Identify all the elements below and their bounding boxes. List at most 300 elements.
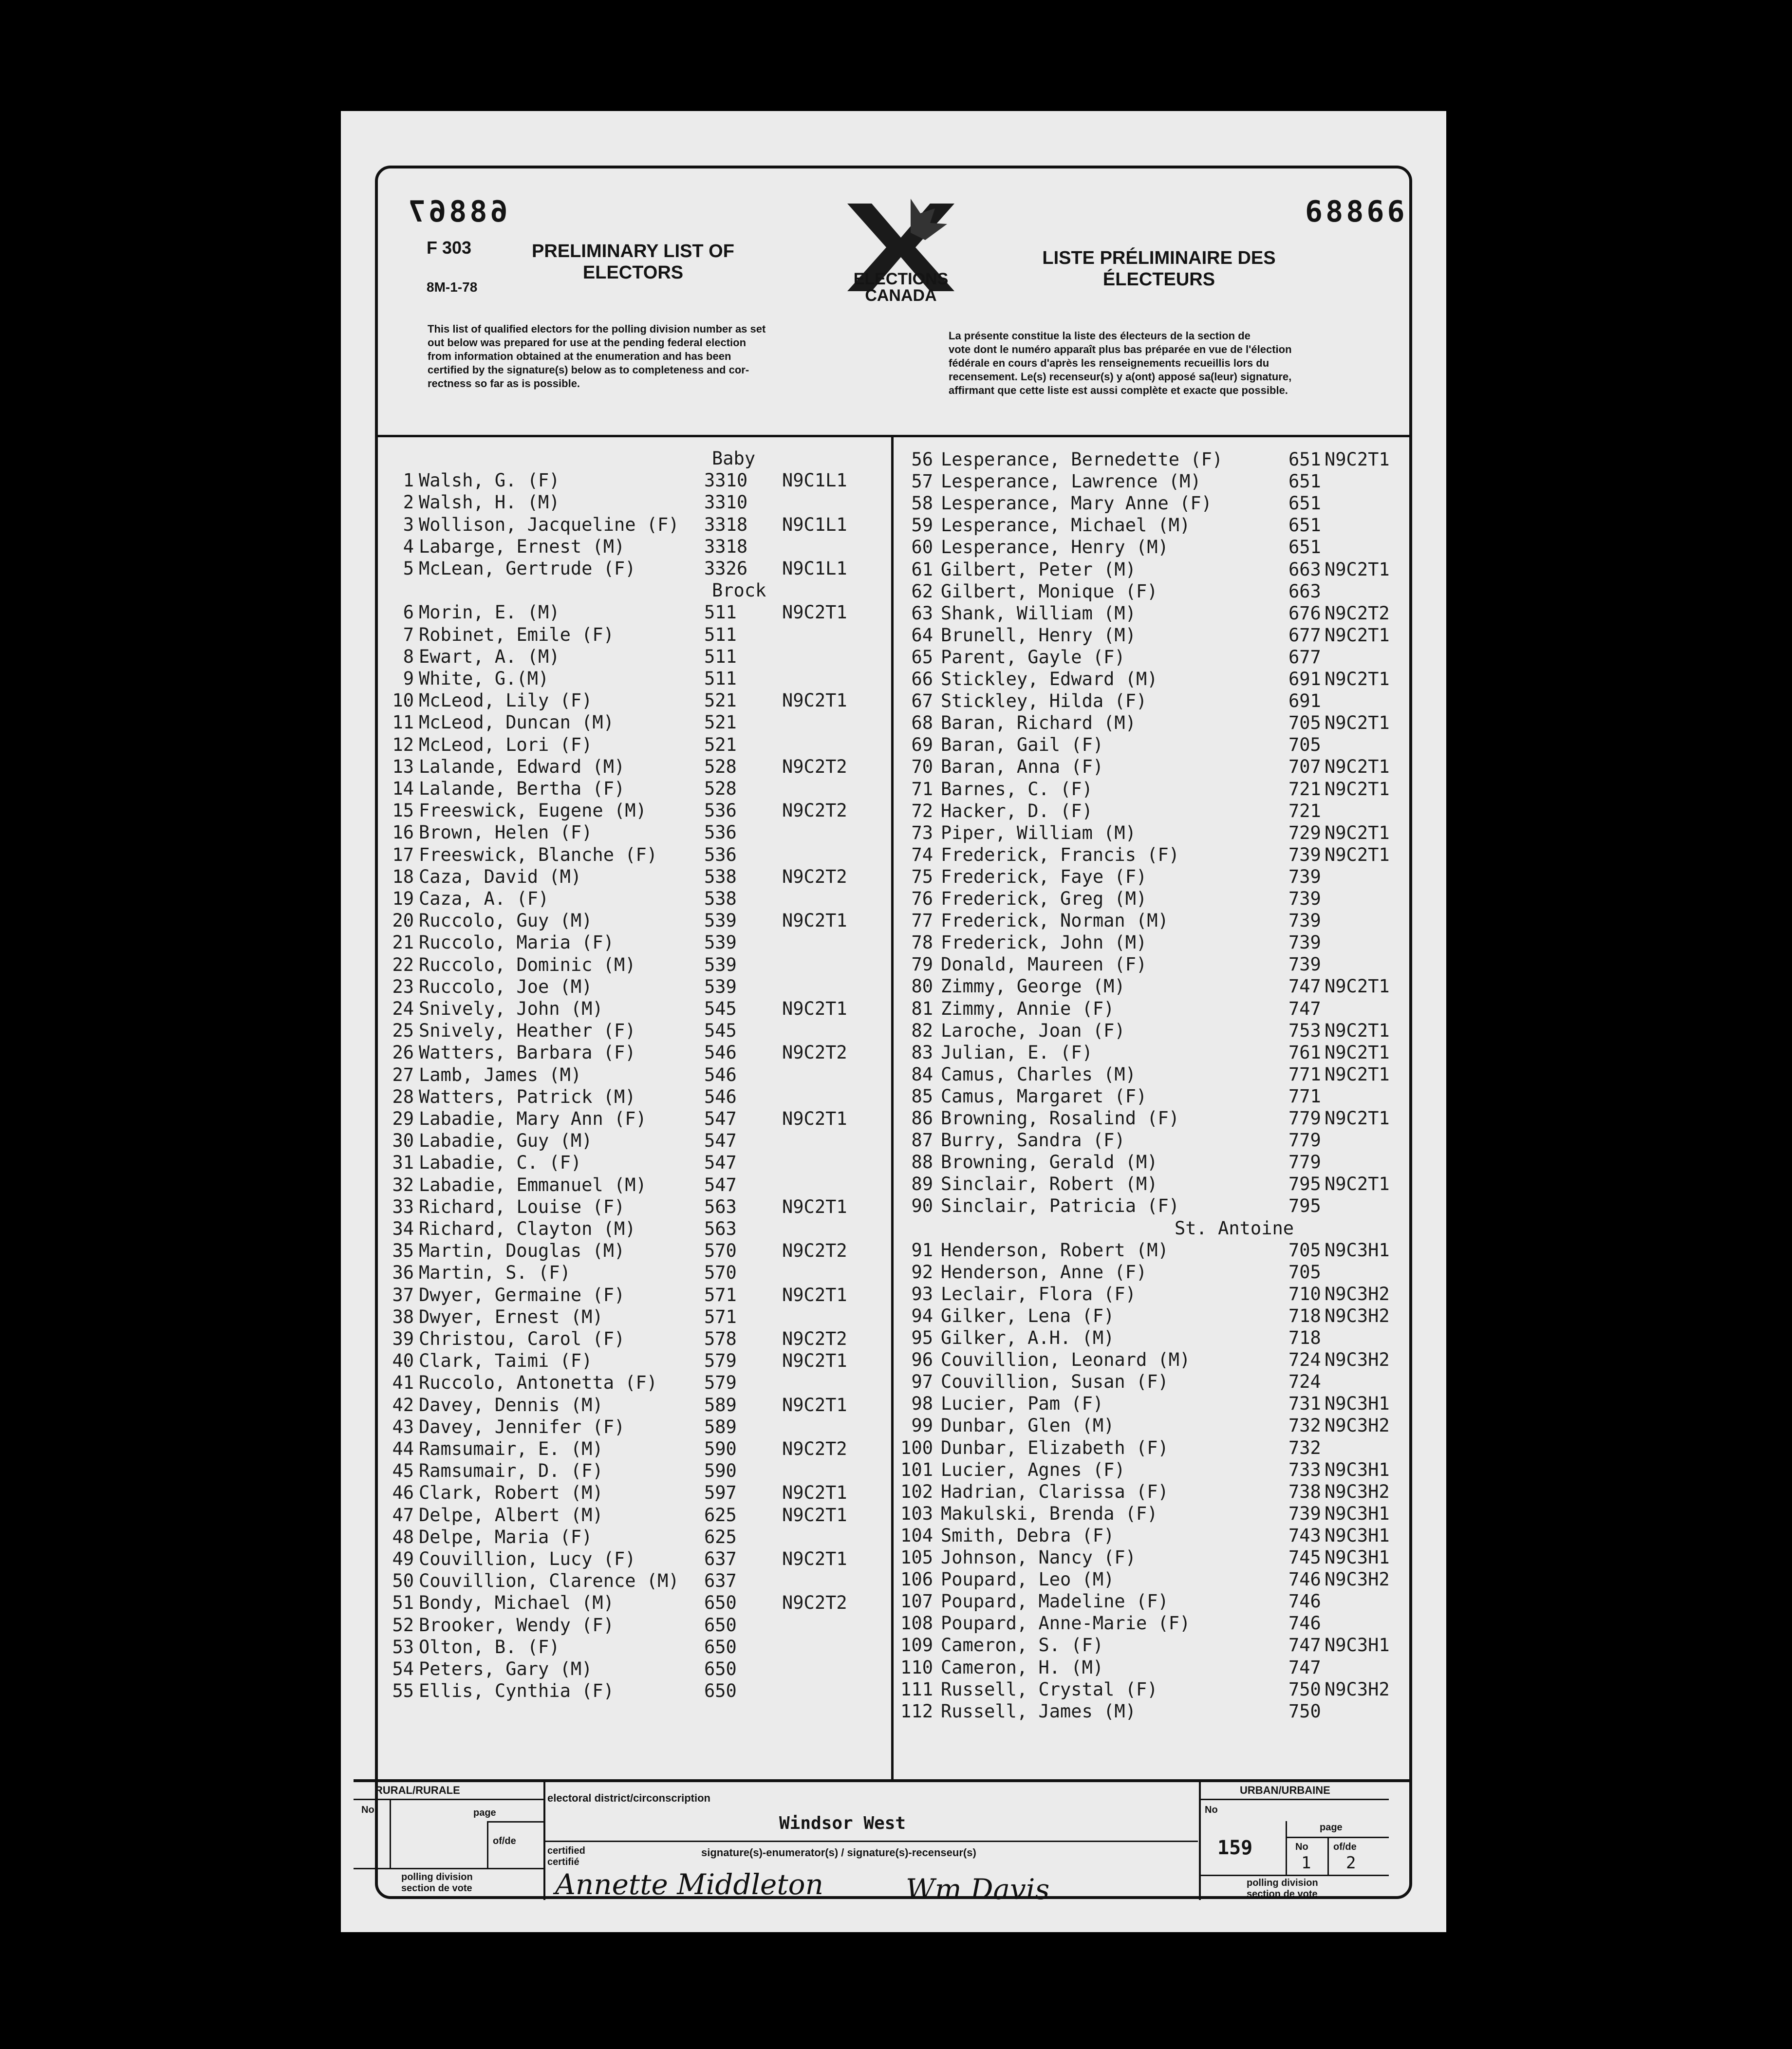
district-value: Windsor West bbox=[779, 1813, 906, 1833]
street-number: 771 bbox=[1288, 1085, 1321, 1107]
elector-number: 12 bbox=[392, 734, 414, 755]
street-number: 707 bbox=[1288, 756, 1321, 778]
postal-code: N9C2T1 bbox=[1325, 976, 1390, 997]
elector-number: 28 bbox=[392, 1086, 414, 1107]
postal-code: N9C2T1 bbox=[1325, 1174, 1390, 1195]
elector-name: Cameron, H. (M) bbox=[941, 1657, 1104, 1678]
elector-number: 112 bbox=[900, 1700, 933, 1722]
elector-name: Henderson, Anne (F) bbox=[941, 1261, 1147, 1283]
street-number: 718 bbox=[1288, 1327, 1321, 1348]
signature-label: signature(s)-enumerator(s) / signature(s)-recenseur(s) bbox=[701, 1846, 976, 1859]
postal-code: N9C3H2 bbox=[1325, 1481, 1390, 1502]
urban-box-rule bbox=[1199, 1799, 1389, 1800]
footer-divider bbox=[354, 1779, 1412, 1782]
elector-name: Stickley, Hilda (F) bbox=[941, 690, 1147, 712]
postal-code: N9C2T2 bbox=[782, 756, 847, 777]
street-number: 536 bbox=[704, 844, 737, 865]
street-number: 538 bbox=[704, 888, 737, 909]
elector-number: 40 bbox=[392, 1350, 414, 1372]
street-number: 795 bbox=[1288, 1174, 1321, 1195]
elector-number: 60 bbox=[911, 537, 933, 558]
street-number: 718 bbox=[1288, 1305, 1321, 1326]
elector-name: Labadie, Guy (M) bbox=[419, 1130, 593, 1152]
elector-number: 39 bbox=[392, 1328, 414, 1349]
elector-name: Zimmy, Annie (F) bbox=[941, 998, 1115, 1019]
elector-number: 54 bbox=[392, 1658, 414, 1679]
street-number: 753 bbox=[1288, 1020, 1321, 1041]
elector-number: 23 bbox=[392, 976, 414, 997]
elector-number: 22 bbox=[392, 954, 414, 975]
postal-code: N9C2T2 bbox=[782, 800, 847, 821]
street-number: 521 bbox=[704, 734, 737, 755]
street-number: 739 bbox=[1288, 844, 1321, 865]
street-number: 579 bbox=[704, 1372, 737, 1394]
elector-number: 47 bbox=[392, 1504, 414, 1526]
intro-text-french: La présente constitue la liste des électeurs de la section de vote dont le numéro apparaît plus bas préparée en vue de l'élection fédérale en cours d'après les renseignements recueillis lors du recensement. Le(s) recenseur(s) y a(ont) apposé sa(leur) signature, affirmant que cette liste est aussi complète et exacte que possible. bbox=[949, 330, 1292, 396]
elector-number: 92 bbox=[911, 1261, 933, 1283]
elector-name: Dunbar, Elizabeth (F) bbox=[941, 1437, 1169, 1458]
rural-box-edge bbox=[543, 1780, 545, 1900]
elector-number: 10 bbox=[392, 690, 414, 711]
elector-number: 5 bbox=[403, 558, 414, 579]
street-number: 676 bbox=[1288, 602, 1321, 624]
elector-name: Lesperance, Henry (M) bbox=[941, 537, 1169, 558]
street-number: 739 bbox=[1288, 1503, 1321, 1524]
elector-name: Snively, John (M) bbox=[419, 998, 603, 1019]
street-number: 511 bbox=[704, 646, 737, 667]
elector-number: 86 bbox=[911, 1108, 933, 1129]
street-number: 747 bbox=[1288, 976, 1321, 997]
elector-name: Davey, Dennis (M) bbox=[419, 1394, 603, 1416]
elector-number: 78 bbox=[911, 932, 933, 953]
elector-number: 53 bbox=[392, 1636, 414, 1658]
street-number: 539 bbox=[704, 954, 737, 975]
elector-name: Clark, Taimi (F) bbox=[419, 1350, 593, 1372]
elector-name: Frederick, Greg (M) bbox=[941, 888, 1147, 909]
postal-code: N9C1L1 bbox=[782, 470, 847, 491]
street-number: 539 bbox=[704, 910, 737, 931]
postal-code: N9C3H1 bbox=[1325, 1635, 1390, 1656]
elector-number: 76 bbox=[911, 888, 933, 909]
enumerator-signature-1: Annette Middleton bbox=[555, 1868, 823, 1901]
elector-name: Martin, S. (F) bbox=[419, 1262, 571, 1284]
street-number: 563 bbox=[704, 1196, 737, 1217]
elector-number: 4 bbox=[403, 536, 414, 557]
rural-of-label: of/de bbox=[493, 1836, 516, 1846]
street-number: 650 bbox=[704, 1592, 737, 1614]
postal-code: N9C1L1 bbox=[782, 514, 847, 535]
postal-code: N9C3H1 bbox=[1325, 1547, 1390, 1568]
elector-number: 2 bbox=[403, 492, 414, 513]
street-number: 795 bbox=[1288, 1195, 1321, 1217]
street-number: 724 bbox=[1288, 1349, 1321, 1371]
urban-of-label: of/de bbox=[1333, 1842, 1357, 1852]
elector-name: Johnson, Nancy (F) bbox=[941, 1547, 1136, 1568]
elector-name: Gilker, Lena (F) bbox=[941, 1305, 1115, 1326]
elector-name: Richard, Clayton (M) bbox=[419, 1218, 636, 1239]
elector-name: Freeswick, Eugene (M) bbox=[419, 800, 647, 821]
elector-name: Bondy, Michael (M) bbox=[419, 1592, 614, 1614]
rural-no-label: No bbox=[361, 1805, 374, 1815]
street-number: 705 bbox=[1288, 734, 1321, 756]
elector-number: 57 bbox=[911, 471, 933, 492]
form-date: 8M-1-78 bbox=[427, 279, 478, 295]
elector-number: 65 bbox=[911, 646, 933, 668]
elector-name: Couvillion, Lucy (F) bbox=[419, 1548, 636, 1569]
postal-code: N9C2T2 bbox=[782, 1328, 847, 1349]
elector-name: Richard, Louise (F) bbox=[419, 1196, 625, 1217]
street-number: 732 bbox=[1288, 1415, 1321, 1436]
elector-number: 100 bbox=[900, 1437, 933, 1458]
elector-number: 44 bbox=[392, 1438, 414, 1459]
elector-number: 38 bbox=[392, 1306, 414, 1327]
elector-number: 11 bbox=[392, 712, 414, 733]
serial-number-mirrored: 68867 bbox=[405, 195, 508, 229]
postal-code: N9C2T1 bbox=[1325, 1020, 1390, 1041]
elector-name: Henderson, Robert (M) bbox=[941, 1239, 1169, 1261]
certified-label: certified certifié bbox=[547, 1845, 585, 1867]
elector-name: Leclair, Flora (F) bbox=[941, 1283, 1136, 1304]
elector-name: Parent, Gayle (F) bbox=[941, 646, 1125, 668]
elector-name: Dunbar, Glen (M) bbox=[941, 1415, 1115, 1436]
street-number: 536 bbox=[704, 800, 737, 821]
street-number: 3318 bbox=[704, 514, 748, 535]
elector-name: Lalande, Bertha (F) bbox=[419, 778, 625, 799]
elector-number: 58 bbox=[911, 493, 933, 514]
street-number: 651 bbox=[1288, 493, 1321, 514]
postal-code: N9C2T1 bbox=[1325, 756, 1390, 778]
elector-name: Cameron, S. (F) bbox=[941, 1635, 1104, 1656]
street-number: 721 bbox=[1288, 800, 1321, 821]
elector-number: 17 bbox=[392, 844, 414, 865]
elector-name: Shank, William (M) bbox=[941, 602, 1136, 624]
elector-number: 70 bbox=[911, 756, 933, 778]
street-number: 3318 bbox=[704, 536, 748, 557]
postal-code: N9C2T1 bbox=[782, 1482, 847, 1504]
elector-name: Gilker, A.H. (M) bbox=[941, 1327, 1115, 1348]
elector-number: 68 bbox=[911, 712, 933, 734]
postal-code: N9C2T2 bbox=[782, 1042, 847, 1063]
elector-number: 73 bbox=[911, 822, 933, 843]
street-number: 650 bbox=[704, 1636, 737, 1658]
elector-name: Snively, Heather (F) bbox=[419, 1020, 636, 1042]
elector-number: 18 bbox=[392, 866, 414, 887]
rural-page-rule bbox=[487, 1821, 543, 1823]
elector-name: Barnes, C. (F) bbox=[941, 778, 1093, 800]
urban-page-no-label: No bbox=[1295, 1842, 1308, 1852]
elector-name: McLeod, Lori (F) bbox=[419, 734, 593, 755]
elector-name: Ruccolo, Maria (F) bbox=[419, 932, 614, 953]
rural-polling-label: polling division section de vote bbox=[401, 1872, 473, 1894]
street-number: 677 bbox=[1288, 646, 1321, 668]
postal-code: N9C3H2 bbox=[1325, 1283, 1390, 1304]
elector-number: 104 bbox=[900, 1525, 933, 1546]
elector-number: 36 bbox=[392, 1262, 414, 1284]
elector-number: 74 bbox=[911, 844, 933, 865]
elector-name: Gilbert, Monique (F) bbox=[941, 580, 1158, 602]
street-number: 545 bbox=[704, 1020, 737, 1042]
elector-number: 109 bbox=[900, 1635, 933, 1656]
street-number: 739 bbox=[1288, 954, 1321, 975]
elector-number: 42 bbox=[392, 1394, 414, 1416]
street-heading: St. Antoine bbox=[1175, 1217, 1294, 1239]
elector-number: 93 bbox=[911, 1283, 933, 1304]
elector-number: 66 bbox=[911, 669, 933, 689]
postal-code: N9C2T1 bbox=[782, 1108, 847, 1129]
elector-name: Labadie, C. (F) bbox=[419, 1152, 582, 1174]
elector-name: Olton, B. (F) bbox=[419, 1636, 560, 1658]
elector-name: Ramsumair, E. (M) bbox=[419, 1438, 603, 1459]
street-number: 570 bbox=[704, 1262, 737, 1284]
elector-number: 102 bbox=[900, 1481, 933, 1502]
elector-number: 79 bbox=[911, 954, 933, 975]
elector-number: 81 bbox=[911, 998, 933, 1019]
elector-name: Labadie, Emmanuel (M) bbox=[419, 1174, 647, 1195]
elector-number: 64 bbox=[911, 624, 933, 646]
street-number: 650 bbox=[704, 1614, 737, 1636]
postal-code: N9C2T1 bbox=[1325, 844, 1390, 865]
street-number: 747 bbox=[1288, 998, 1321, 1019]
street-number: 3310 bbox=[704, 470, 748, 491]
elector-name: Dwyer, Ernest (M) bbox=[419, 1306, 603, 1327]
elector-number: 20 bbox=[392, 910, 414, 931]
elector-number: 31 bbox=[392, 1152, 414, 1174]
street-number: 625 bbox=[704, 1504, 737, 1526]
elector-number: 111 bbox=[900, 1678, 933, 1700]
urban-polling-label: polling division section de vote bbox=[1247, 1878, 1318, 1900]
elector-name: Zimmy, George (M) bbox=[941, 976, 1125, 997]
street-number: 579 bbox=[704, 1350, 737, 1372]
elector-name: Couvillion, Clarence (M) bbox=[419, 1570, 679, 1592]
elector-number: 52 bbox=[392, 1614, 414, 1636]
urban-page-label: page bbox=[1320, 1822, 1343, 1833]
postal-code: N9C3H2 bbox=[1325, 1678, 1390, 1700]
street-number: 746 bbox=[1288, 1569, 1321, 1590]
elector-number: 46 bbox=[392, 1482, 414, 1504]
elector-number: 55 bbox=[392, 1680, 414, 1702]
rural-no-sep bbox=[390, 1800, 391, 1868]
street-number: 750 bbox=[1288, 1678, 1321, 1700]
elector-number: 15 bbox=[392, 800, 414, 821]
street-number: 732 bbox=[1288, 1437, 1321, 1458]
street-number: 511 bbox=[704, 624, 737, 645]
postal-code: N9C2T1 bbox=[1325, 449, 1390, 470]
elector-name: Walsh, G. (F) bbox=[419, 470, 560, 491]
street-number: 570 bbox=[704, 1240, 737, 1262]
postal-code: N9C2T2 bbox=[782, 1438, 847, 1459]
elector-number: 106 bbox=[900, 1569, 933, 1590]
elector-name: Lucier, Agnes (F) bbox=[941, 1459, 1125, 1480]
postal-code: N9C2T1 bbox=[1325, 624, 1390, 646]
street-number: 739 bbox=[1288, 866, 1321, 887]
street-number: 651 bbox=[1288, 471, 1321, 492]
elector-name: Baran, Richard (M) bbox=[941, 712, 1136, 734]
postal-code: N9C2T1 bbox=[782, 690, 847, 711]
postal-code: N9C2T2 bbox=[1325, 602, 1390, 624]
street-number: 771 bbox=[1288, 1063, 1321, 1085]
elector-name: Sinclair, Patricia (F) bbox=[941, 1195, 1180, 1217]
elector-name: Frederick, Francis (F) bbox=[941, 844, 1180, 865]
elector-name: Watters, Patrick (M) bbox=[419, 1086, 636, 1107]
rural-page-sep bbox=[487, 1821, 488, 1868]
elector-number: 37 bbox=[392, 1284, 414, 1305]
street-number: 691 bbox=[1288, 669, 1321, 689]
street-number: 571 bbox=[704, 1306, 737, 1327]
enumerator-signature-2: Wm Davis bbox=[906, 1873, 1050, 1906]
elector-name: Smith, Debra (F) bbox=[941, 1525, 1115, 1546]
elector-name: Frederick, John (M) bbox=[941, 932, 1147, 953]
street-number: 547 bbox=[704, 1130, 737, 1152]
street-number: 650 bbox=[704, 1658, 737, 1679]
postal-code: N9C2T1 bbox=[1325, 1063, 1390, 1085]
elector-name: Clark, Robert (M) bbox=[419, 1482, 603, 1504]
title-french: LISTE PRÉLIMINAIRE DES ÉLECTEURS bbox=[1042, 248, 1276, 290]
elector-number: 33 bbox=[392, 1196, 414, 1217]
street-heading: Brock bbox=[712, 580, 766, 601]
street-number: 747 bbox=[1288, 1657, 1321, 1678]
urban-box-bottom bbox=[1199, 1875, 1389, 1876]
elector-name: Julian, E. (F) bbox=[941, 1042, 1093, 1063]
elector-number: 21 bbox=[392, 932, 414, 953]
elector-number: 50 bbox=[392, 1570, 414, 1592]
elector-number: 90 bbox=[911, 1195, 933, 1217]
elector-number: 34 bbox=[392, 1218, 414, 1239]
elector-number: 96 bbox=[911, 1349, 933, 1371]
postal-code: N9C2T1 bbox=[782, 1504, 847, 1526]
elector-number: 110 bbox=[900, 1657, 933, 1678]
street-number: 3326 bbox=[704, 558, 748, 579]
elector-name: Laroche, Joan (F) bbox=[941, 1020, 1125, 1041]
elector-number: 69 bbox=[911, 734, 933, 756]
elector-name: Labarge, Ernest (M) bbox=[419, 536, 625, 557]
elector-name: Wollison, Jacqueline (F) bbox=[419, 514, 679, 535]
elector-number: 27 bbox=[392, 1064, 414, 1085]
postal-code: N9C2T1 bbox=[1325, 712, 1390, 734]
elector-name: Caza, David (M) bbox=[419, 866, 582, 887]
street-number: 563 bbox=[704, 1218, 737, 1239]
elector-name: Baran, Anna (F) bbox=[941, 756, 1104, 778]
elector-number: 75 bbox=[911, 866, 933, 887]
district-label: electoral district/circonscription bbox=[547, 1792, 710, 1804]
street-number: 589 bbox=[704, 1394, 737, 1416]
elector-name: Delpe, Maria (F) bbox=[419, 1526, 593, 1547]
elector-number: 9 bbox=[403, 668, 414, 689]
postal-code: N9C3H2 bbox=[1325, 1569, 1390, 1590]
postal-code: N9C2T1 bbox=[782, 998, 847, 1019]
street-number: 729 bbox=[1288, 822, 1321, 843]
elector-number: 8 bbox=[403, 646, 414, 667]
street-number: 745 bbox=[1288, 1547, 1321, 1568]
elector-name: Camus, Charles (M) bbox=[941, 1063, 1136, 1085]
elector-number: 1 bbox=[403, 470, 414, 491]
postal-code: N9C3H1 bbox=[1325, 1503, 1390, 1524]
elector-name: Couvillion, Leonard (M) bbox=[941, 1349, 1191, 1371]
street-number: 545 bbox=[704, 998, 737, 1019]
street-number: 650 bbox=[704, 1680, 737, 1702]
postal-code: N9C2T1 bbox=[1325, 1042, 1390, 1063]
elector-name: Brunell, Henry (M) bbox=[941, 624, 1136, 646]
street-number: 738 bbox=[1288, 1481, 1321, 1502]
elector-number: 25 bbox=[392, 1020, 414, 1042]
elector-number: 13 bbox=[392, 756, 414, 777]
street-number: 589 bbox=[704, 1416, 737, 1437]
elector-name: Lalande, Edward (M) bbox=[419, 756, 625, 777]
street-number: 546 bbox=[704, 1086, 737, 1107]
elector-name: Hadrian, Clarissa (F) bbox=[941, 1481, 1169, 1502]
elector-name: Sinclair, Robert (M) bbox=[941, 1174, 1158, 1195]
street-number: 546 bbox=[704, 1064, 737, 1085]
elector-number: 61 bbox=[911, 559, 933, 580]
elector-number: 62 bbox=[911, 580, 933, 602]
elector-name: Baran, Gail (F) bbox=[941, 734, 1104, 756]
street-number: 651 bbox=[1288, 537, 1321, 558]
elector-number: 51 bbox=[392, 1592, 414, 1614]
elector-name: Lesperance, Bernedette (F) bbox=[941, 449, 1223, 470]
postal-code: N9C2T1 bbox=[782, 1196, 847, 1217]
street-number: 547 bbox=[704, 1174, 737, 1195]
elector-name: Walsh, H. (M) bbox=[419, 492, 560, 513]
elector-number: 63 bbox=[911, 602, 933, 624]
street-number: 511 bbox=[704, 668, 737, 689]
polling-division-number: 159 bbox=[1217, 1837, 1253, 1859]
elector-number: 88 bbox=[911, 1152, 933, 1173]
elector-number: 3 bbox=[403, 514, 414, 535]
rural-box-bottom bbox=[354, 1868, 543, 1869]
street-number: 637 bbox=[704, 1570, 737, 1592]
street-number: 779 bbox=[1288, 1130, 1321, 1151]
postal-code: N9C2T1 bbox=[1325, 1108, 1390, 1129]
elector-number: 32 bbox=[392, 1174, 414, 1195]
street-number: 547 bbox=[704, 1108, 737, 1129]
elector-name: McLeod, Lily (F) bbox=[419, 690, 593, 711]
elector-number: 41 bbox=[392, 1372, 414, 1394]
elector-number: 83 bbox=[911, 1042, 933, 1063]
elector-number: 7 bbox=[403, 624, 414, 645]
street-number: 746 bbox=[1288, 1613, 1321, 1634]
street-number: 538 bbox=[704, 866, 737, 887]
street-number: 637 bbox=[704, 1548, 737, 1569]
elector-name: Ruccolo, Joe (M) bbox=[419, 976, 593, 997]
street-number: 547 bbox=[704, 1152, 737, 1174]
street-heading: Baby bbox=[712, 448, 756, 469]
street-number: 677 bbox=[1288, 624, 1321, 646]
street-number: 651 bbox=[1288, 515, 1321, 536]
serial-number: 68866 bbox=[1305, 195, 1408, 229]
elector-name: Ruccolo, Dominic (M) bbox=[419, 954, 636, 975]
elector-name: Couvillion, Susan (F) bbox=[941, 1371, 1169, 1393]
urban-label: URBAN/URBAINE bbox=[1240, 1784, 1330, 1796]
elector-number: 29 bbox=[392, 1108, 414, 1129]
street-number: 578 bbox=[704, 1328, 737, 1349]
street-number: 721 bbox=[1288, 778, 1321, 800]
street-number: 511 bbox=[704, 602, 737, 623]
elector-name: Lesperance, Lawrence (M) bbox=[941, 471, 1201, 492]
elector-number: 98 bbox=[911, 1393, 933, 1415]
street-number: 739 bbox=[1288, 888, 1321, 909]
elector-name: Donald, Maureen (F) bbox=[941, 954, 1147, 975]
elector-name: Freeswick, Blanche (F) bbox=[419, 844, 658, 865]
urban-of-sep bbox=[1327, 1837, 1329, 1875]
postal-code: N9C2T1 bbox=[1325, 778, 1390, 800]
elector-number: 30 bbox=[392, 1130, 414, 1152]
elector-number: 105 bbox=[900, 1547, 933, 1568]
elector-number: 48 bbox=[392, 1526, 414, 1547]
rural-box-rule bbox=[354, 1799, 543, 1800]
header-divider bbox=[378, 435, 1409, 437]
postal-code: N9C2T1 bbox=[782, 1548, 847, 1569]
postal-code: N9C2T1 bbox=[1325, 669, 1390, 689]
elector-name: Poupard, Anne-Marie (F) bbox=[941, 1613, 1191, 1634]
